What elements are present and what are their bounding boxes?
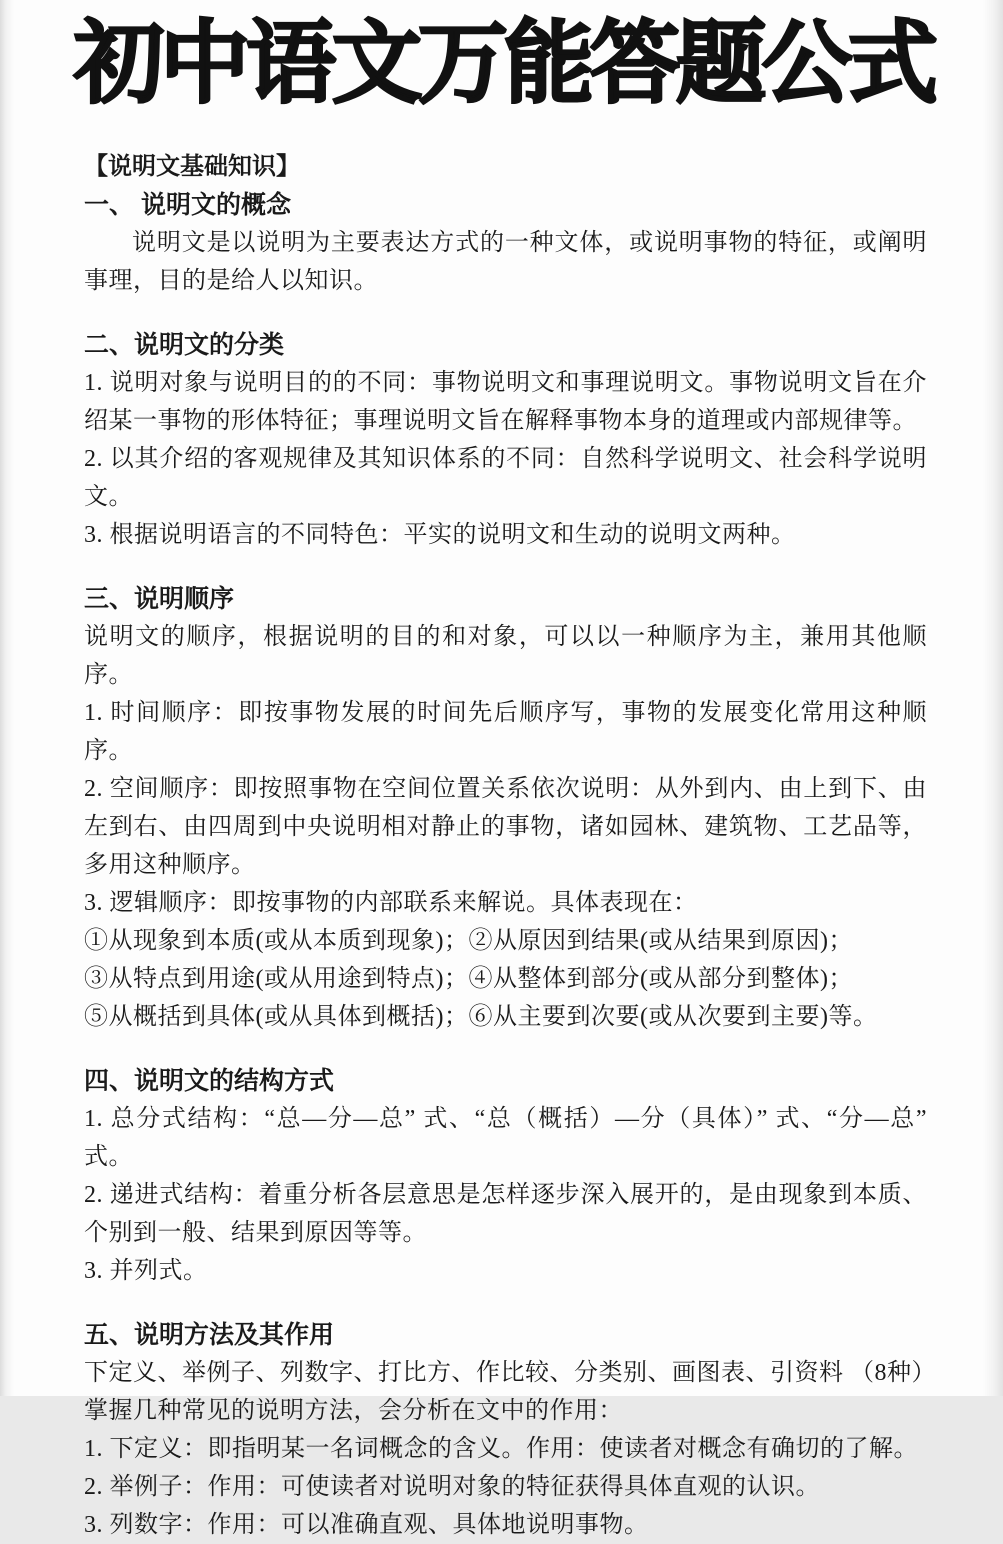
paragraph: 3. 根据说明语言的不同特色：平实的说明文和生动的说明文两种。 [84,522,796,548]
section-order [84,580,927,1036]
paragraph: 2. 举例子：作用：可使读者对说明对象的特征获得具体直观的认识。 [84,1474,820,1500]
section-heading: 一、 说明文的概念 [84,191,291,219]
paragraph: 3. 逻辑顺序：即按事物的内部联系来解说。具体表现在： [84,890,698,916]
section-heading: 四、说明文的结构方式 [84,1067,335,1095]
section-heading: 五、说明方法及其作用 [84,1321,335,1349]
section-classification [84,326,927,554]
page-title: 初中语文万能答题公式 [74,14,934,114]
paragraph: 掌握几种常见的说明方法，会分析在文中的作用： [84,1398,623,1424]
section-tag-header: 【说明文基础知识】 [84,153,300,180]
paragraph: 2. 空间顺序：即按照事物在空间位置关系依次说明：从外到内、由上到下、由左到右、由四周到中央说明相对静止的事物，诸如园林、建筑物、工艺品等，多用这种顺序。 [84,776,927,878]
paragraph: ⑤从概括到具体(或从具体到概括)；⑥从主要到次要(或从次要到主要)等。 [84,1004,878,1030]
paragraph: 3. 列数字：作用：可以准确直观、具体地说明事物。 [84,1512,649,1538]
paragraph: 说明文的顺序，根据说明的目的和对象，可以以一种顺序为主，兼用其他顺序。 [84,624,927,688]
paragraph: 下定义、举例子、列数字、打比方、作比较、分类别、画图表、引资料 （8种） [84,1360,936,1386]
paragraph: 说明文是以说明为主要表达方式的一种文体，或说明事物的特征，或阐明事理，目的是给人以知识。 [84,230,927,294]
section-methods [84,1316,936,1544]
section-heading: 二、说明文的分类 [84,331,285,359]
paragraph: 1. 总分式结构：“总—分—总” 式、“总（概括）—分（具体）” 式、“分—总” 式。 [84,1106,927,1170]
section-structure [84,1062,927,1290]
paragraph: 1. 时间顺序：即按事物发展的时间先后顺序写，事物的发展变化常用这种顺序。 [84,700,927,764]
paragraph: 2. 以其介绍的客观规律及其知识体系的不同：自然科学说明文、社会科学说明文。 [84,446,927,510]
section-concept [84,186,927,300]
paragraph: 3. 并列式。 [84,1258,208,1284]
paragraph: 1. 说明对象与说明目的的不同：事物说明文和事理说明文。事物说明文旨在介绍某一事物的形体特征；事理说明文旨在解释事物本身的道理或内部规律等。 [84,370,927,434]
paragraph: ③从特点到用途(或从用途到特点)；④从整体到部分(或从部分到整体)； [84,966,853,992]
paragraph: 1. 下定义：即指明某一名词概念的含义。作用：使读者对概念有确切的了解。 [84,1436,918,1462]
paragraph: 2. 递进式结构：着重分析各层意思是怎样逐步深入展开的，是由现象到本质、个别到一般、结果到原因等等。 [84,1182,927,1246]
section-heading: 三、说明顺序 [84,585,235,613]
paragraph: ①从现象到本质(或从本质到现象)；②从原因到结果(或从结果到原因)； [84,928,853,954]
